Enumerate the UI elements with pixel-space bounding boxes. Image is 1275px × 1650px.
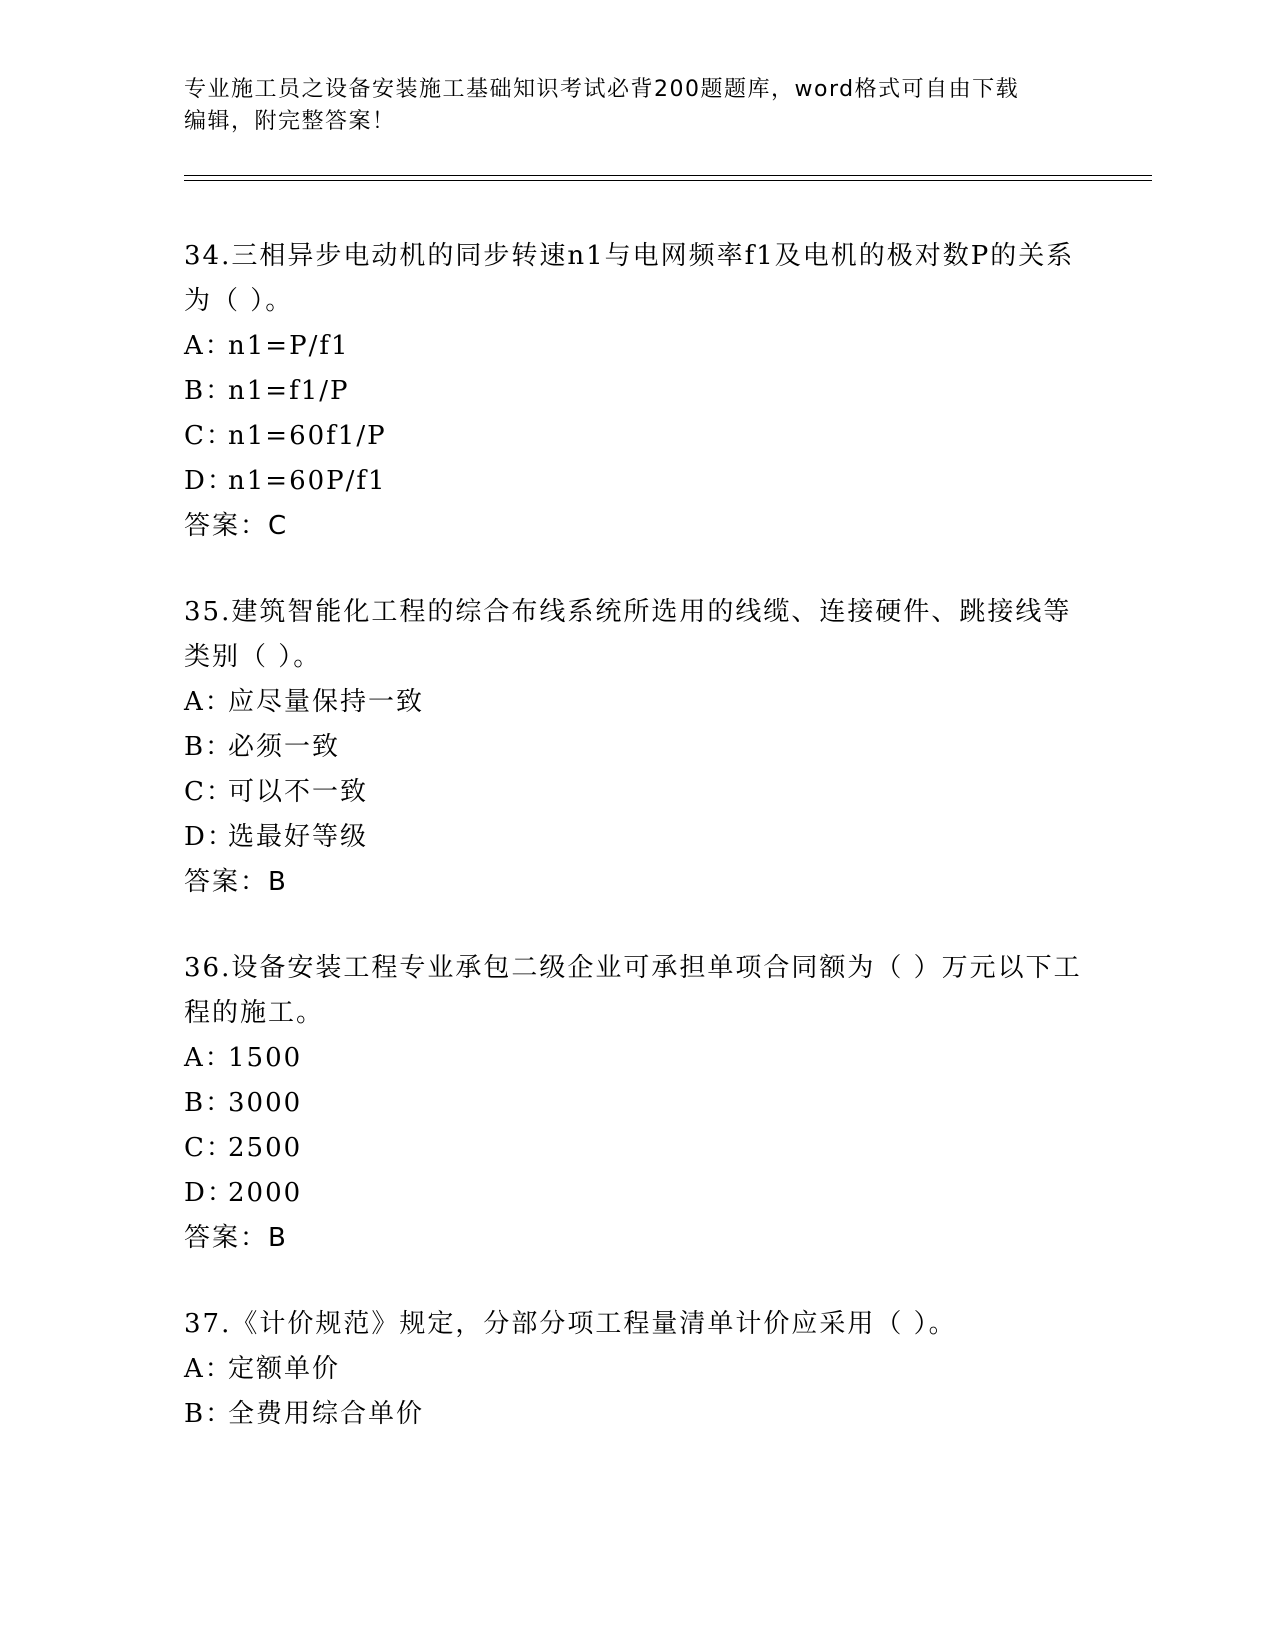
option-a [184,324,1084,369]
option-c [184,414,1084,459]
option-text: n1=f1/P [228,376,350,406]
option-letter: D： [184,466,235,496]
option-letter: B： [184,1088,234,1118]
option-b [184,369,1084,414]
header-title-line-2: 编辑，附完整答案！ [184,109,396,134]
option-letter: D： [184,1178,235,1208]
option-text: 定额单价 [228,1354,341,1384]
option-text: n1=P/f1 [228,331,350,361]
question-35 [184,590,1084,905]
option-a [184,1347,1084,1392]
option-d [184,1171,1084,1216]
question-list [184,234,1084,1478]
option-text: 选最好等级 [228,822,369,852]
question-34 [184,234,1084,549]
answer-line: 答案：B [184,1223,288,1253]
question-stem: 37.《计价规范》规定，分部分项工程量清单计价应采用（ ）。 [184,1309,957,1339]
option-letter: B： [184,732,234,762]
option-letter: C： [184,421,234,451]
option-text: 全费用综合单价 [228,1399,425,1429]
option-text: n1=60P/f1 [228,466,387,496]
answer-line: 答案：C [184,511,289,541]
option-letter: A： [184,687,233,717]
option-letter: A： [184,1043,233,1073]
option-c [184,1126,1084,1171]
option-letter: C： [184,1133,234,1163]
header-title-line-1: 专业施工员之设备安装施工基础知识考试必背200题题库，word格式可自由下载 [184,77,1020,102]
option-a [184,680,1084,725]
option-b [184,725,1084,770]
question-stem: 36.设备安装工程专业承包二级企业可承担单项合同额为（ ）万元以下工程的施工。 [184,953,1082,1028]
option-text: 必须一致 [228,732,341,762]
question-stem: 35.建筑智能化工程的综合布线系统所选用的线缆、连接硬件、跳接线等类别（ ）。 [184,597,1072,672]
question-stem: 34.三相异步电动机的同步转速n1与电网频率f1及电机的极对数P的关系为（ ）。 [184,241,1075,316]
option-letter: D： [184,822,235,852]
option-text: 3000 [228,1088,303,1118]
option-text: 2000 [228,1178,303,1208]
option-letter: A： [184,1354,233,1384]
option-text: 可以不一致 [228,777,369,807]
option-c [184,770,1084,815]
option-text: 1500 [228,1043,303,1073]
header-divider-top [184,175,1152,176]
option-letter: B： [184,1399,234,1429]
option-b [184,1081,1084,1126]
option-b [184,1392,1084,1437]
option-text: 2500 [228,1133,303,1163]
question-37 [184,1302,1084,1437]
option-d [184,459,1084,504]
option-text: 应尽量保持一致 [228,687,425,717]
option-d [184,815,1084,860]
option-text: n1=60f1/P [228,421,387,451]
option-a [184,1036,1084,1081]
answer-line: 答案：B [184,867,288,897]
option-letter: B： [184,376,234,406]
document-header [184,74,1064,138]
option-letter: A： [184,331,233,361]
header-divider-bottom [184,180,1152,181]
option-letter: C： [184,777,234,807]
question-36 [184,946,1084,1261]
